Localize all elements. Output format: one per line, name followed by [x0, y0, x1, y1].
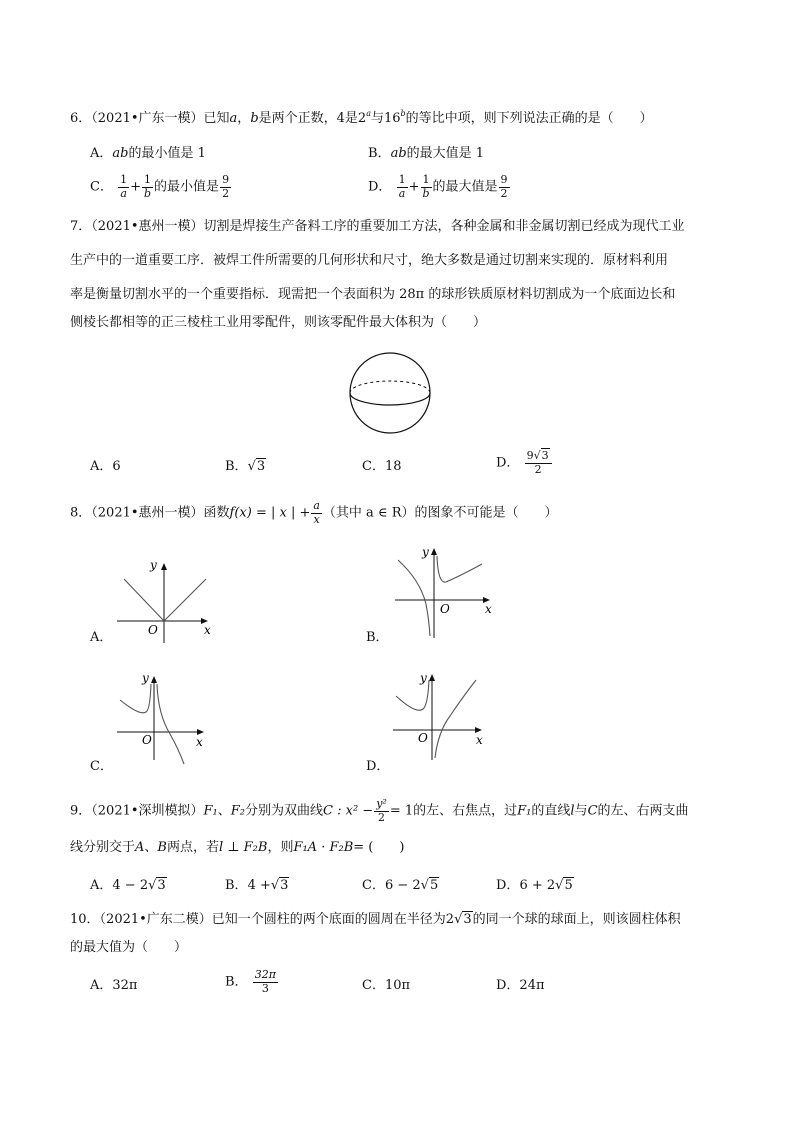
fraction: $\frac{1}{a}$	[398, 173, 406, 200]
q6-option-c: C． $\frac{1}{a}$ + $\frac{1}{b}$ 的最小值是 $\frac{9}{2}$	[90, 173, 230, 200]
fraction: $\frac{1}{b}$	[144, 173, 152, 200]
q10-option-d: D．24π	[496, 978, 545, 993]
q9-option-b: B．4 +√3	[225, 878, 289, 893]
curve-right	[157, 684, 184, 764]
q7-stem-line-4: 侧棱长都相等的正三棱柱工业用零配件，则该零配件最大体积为（ ）	[70, 315, 487, 330]
q10-option-b: B． $\frac{32\pi}{3}$	[225, 968, 276, 995]
q6-option-b: B．ab的最大值是 1	[368, 146, 485, 161]
axis-label-x: x	[476, 733, 483, 747]
axis-label-x: x	[204, 623, 211, 637]
sphere-equator-front	[350, 393, 430, 405]
curve-left	[120, 684, 151, 713]
origin-label: O	[418, 731, 428, 745]
axis-label-y: y	[420, 671, 427, 685]
q7-option-a: A．6	[90, 459, 121, 474]
q9-option-a: A．4 − 2√3	[90, 878, 166, 893]
q9-option-d: D．6 + 2√5	[496, 878, 573, 893]
sphere-figure	[340, 345, 440, 445]
graph-d	[388, 668, 498, 768]
q6-option-d: D． $\frac{1}{a}$ + $\frac{1}{b}$ 的最大值是 $\frac{9}{2}$	[368, 173, 508, 200]
curve-right	[437, 556, 482, 582]
axis-label-x: x	[485, 602, 492, 616]
graph-b	[390, 542, 500, 642]
q7-stem-line-1: 7．（2021•惠州一模）切割是焊接生产备料工序的重要加工方法，各种金属和非金属切割已经成为现代工业	[70, 219, 685, 234]
origin-label: O	[148, 623, 158, 637]
axis-label-y: y	[422, 545, 429, 559]
graph-c	[112, 670, 222, 770]
q6-option-a: A．ab的最小值是 1	[90, 146, 206, 161]
q10-stem-line-1: 10．（2021•广东二模）已知一个圆柱的两个底面的圆周在半径为2√3的同一个球的球面上，则该圆柱体积	[70, 912, 681, 927]
q9-stem-line-1: 9．（2021•深圳模拟）F₁、F₂分别为双曲线C : x² − $\frac{\text{y²}}{2}$ = 1的左、右焦点，过F₁的直线l与C的左、右两支曲	[70, 797, 689, 824]
q10-option-c: C．10π	[362, 978, 411, 993]
graph-a	[112, 555, 222, 645]
q7-option-b: B．√3	[225, 459, 266, 474]
fraction: $\frac{\text{y²}}{2}$	[376, 797, 387, 824]
curve-left	[398, 560, 430, 636]
y-axis-arrow	[431, 548, 437, 555]
axis-label-y: y	[150, 558, 157, 572]
fraction: $\frac{a}{x}$	[313, 499, 320, 526]
q7-stem-line-3: 率是衡量切割水平的一个重要指标．现需把一个表面积为 28π 的球形铁质原材料切割成为一个底面边长和	[70, 287, 676, 302]
fraction: $\frac{32\pi}{3}$	[254, 968, 276, 995]
y-axis-arrow	[429, 674, 435, 681]
fraction: $\frac{9}{2}$	[222, 173, 230, 200]
graph-c-label: C．	[90, 759, 113, 774]
origin-label: O	[142, 733, 152, 747]
q7-option-c: C．18	[362, 459, 402, 474]
curve	[124, 579, 206, 621]
origin-label: O	[440, 602, 450, 616]
q10-option-a: A．32π	[90, 978, 138, 993]
sphere-outline	[350, 353, 430, 433]
fraction: $\frac{9}{2}$	[500, 173, 508, 200]
axis-label-y: y	[142, 671, 149, 685]
q9-stem-line-2: 线分别交于A、B两点，若l ⊥ F₂B，则F₁A · F₂B= ( )	[70, 840, 405, 855]
y-axis-arrow	[151, 676, 157, 683]
graph-d-label: D．	[366, 759, 390, 774]
q7-stem-line-2: 生产中的一道重要工序．被焊工件所需要的几何形状和尺寸，绝大多数是通过切割来实现的．原材料利用	[70, 253, 669, 268]
q9-option-c: C．6 − 2√5	[362, 878, 439, 893]
q6-stem: 6．（2021•广东一模）已知a，b是两个正数，4是2$^a$与16$^b$的等比中项，则下列说法正确的是（ ）	[70, 109, 653, 126]
graph-b-label: B．	[366, 630, 389, 645]
curve-right	[435, 680, 476, 758]
q8-stem: 8．（2021•惠州一模）函数f(x) = | x | + $\frac{a}{x}$ （其中 a ∈ R）的图象不可能是（ ）	[70, 499, 558, 526]
q7-option-d: D． $\frac{9√3}{2}$	[496, 450, 553, 476]
fraction: $\frac{9√3}{2}$	[525, 450, 552, 476]
sphere-equator-back	[350, 381, 430, 393]
y-axis-arrow	[161, 563, 167, 570]
fraction: $\frac{1}{b}$	[422, 173, 430, 200]
graph-a-label: A．	[90, 630, 113, 645]
fraction: $\frac{1}{a}$	[120, 173, 128, 200]
q10-stem-line-2: 的最大值为（ ）	[70, 940, 188, 955]
axis-label-x: x	[196, 735, 203, 749]
